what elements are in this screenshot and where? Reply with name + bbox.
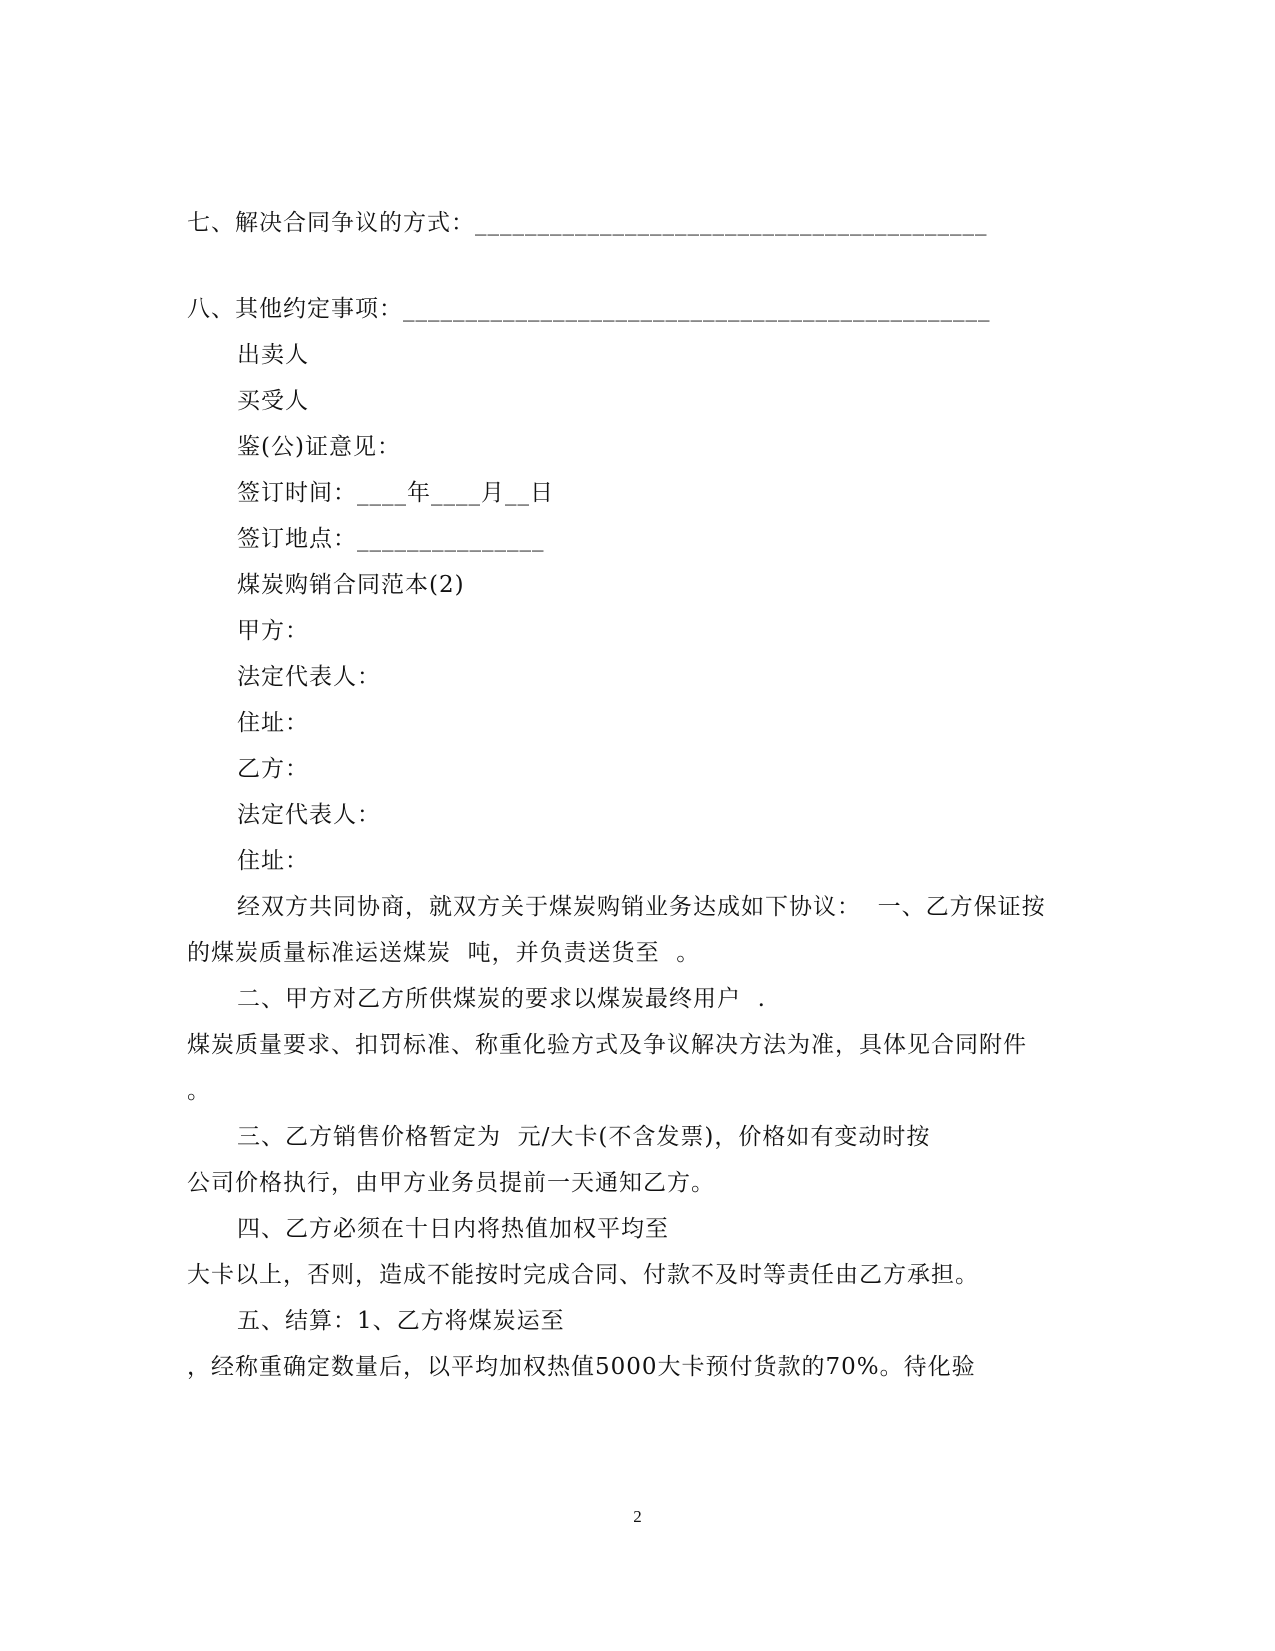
clause-8-other-terms: 八、其他约定事项：_______________________________________________ <box>187 296 991 322</box>
signing-place: 签订地点：_______________ <box>237 526 545 552</box>
clause-4: 四、乙方必须在十日内将热值加权平均至 <box>237 1216 669 1242</box>
signing-date: 签订时间：____年____月__日 <box>237 480 554 506</box>
party-b-address: 住址： <box>237 848 309 874</box>
party-a-label: 甲方： <box>237 618 309 644</box>
clause-5-cont: ，经称重确定数量后，以平均加权热值5000大卡预付货款的70%。待化验 <box>187 1354 976 1380</box>
notarization-opinion: 鉴(公)证意见： <box>237 434 401 460</box>
clause-2-cont: 煤炭质量要求、扣罚标准、称重化验方式及争议解决方法为准，具体见合同附件 <box>187 1032 1027 1058</box>
party-a-address: 住址： <box>237 710 309 736</box>
clause-2: 二、甲方对乙方所供煤炭的要求以煤炭最终用户 . <box>237 986 766 1012</box>
clause-3-cont: 公司价格执行，由甲方业务员提前一天通知乙方。 <box>187 1170 715 1196</box>
clause-5: 五、结算：1、乙方将煤炭运至 <box>237 1308 565 1334</box>
page-number: 2 <box>633 1507 642 1526</box>
clause-7-dispute-resolution: 七、解决合同争议的方式：_________________________________________ <box>187 210 988 236</box>
paragraph-intro: 经双方共同协商，就双方关于煤炭购销业务达成如下协议： 一、乙方保证按 <box>237 894 1046 920</box>
paragraph-intro-cont: 的煤炭质量标准运送煤炭 吨，并负责送货至 。 <box>187 940 701 966</box>
party-b-legal-rep: 法定代表人： <box>237 802 381 828</box>
clause-4-cont: 大卡以上，否则，造成不能按时完成合同、付款不及时等责任由乙方承担。 <box>187 1262 979 1288</box>
clause-2-end: 。 <box>187 1078 211 1104</box>
buyer-label: 买受人 <box>237 388 309 414</box>
party-b-label: 乙方： <box>237 756 309 782</box>
seller-label: 出卖人 <box>237 342 309 368</box>
contract-title: 煤炭购销合同范本(2) <box>237 572 465 598</box>
clause-3: 三、乙方销售价格暂定为 元/大卡(不含发票)，价格如有变动时按 <box>237 1124 931 1150</box>
party-a-legal-rep: 法定代表人： <box>237 664 381 690</box>
